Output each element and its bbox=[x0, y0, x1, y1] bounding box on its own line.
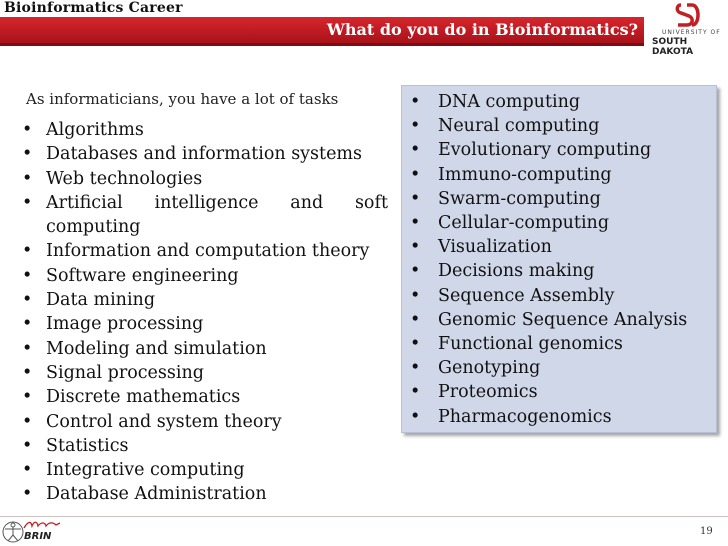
list-item bbox=[410, 211, 687, 235]
list-item bbox=[22, 410, 388, 434]
logo-university-of: UNIVERSITY OF bbox=[662, 29, 721, 36]
list-item-text: Control and system theory bbox=[46, 411, 282, 432]
bullet: • bbox=[22, 120, 33, 140]
slide-heading: What do you do in Bioinformatics? bbox=[326, 20, 638, 39]
list-item bbox=[410, 114, 687, 138]
list-item-text: Immuno-computing bbox=[438, 164, 612, 185]
vitruvian-figure-icon bbox=[2, 520, 24, 544]
list-item-text: computing bbox=[46, 217, 141, 238]
list-item-text: Information and computation theory bbox=[46, 241, 370, 262]
list-item-text: DNA computing bbox=[438, 92, 581, 112]
list-item-text: Integrative computing bbox=[46, 460, 245, 481]
list-item-text: Artificial intelligence and soft bbox=[46, 192, 388, 213]
list-item-text: Discrete mathematics bbox=[46, 387, 241, 408]
bullet: • bbox=[22, 435, 33, 456]
title-bar bbox=[0, 17, 644, 46]
usd-seal-icon bbox=[672, 1, 702, 29]
bullet: • bbox=[410, 188, 421, 209]
bullet: • bbox=[22, 362, 33, 383]
presentation-title: Bioinformatics Career bbox=[4, 0, 183, 16]
signature-mark-icon bbox=[22, 519, 62, 531]
list-item bbox=[410, 187, 687, 211]
list-item-text: Swarm-computing bbox=[438, 188, 601, 209]
usd-logo bbox=[648, 1, 726, 57]
list-item-text: Functional genomics bbox=[438, 334, 623, 355]
list-item bbox=[22, 361, 388, 385]
list-item bbox=[22, 142, 388, 166]
intro-text: As informaticians, you have a lot of tasks bbox=[26, 90, 339, 108]
bullet: • bbox=[410, 406, 421, 427]
list-item-text: Evolutionary computing bbox=[438, 140, 652, 161]
bullet: • bbox=[22, 314, 33, 335]
bullet: • bbox=[22, 144, 33, 165]
bullet: • bbox=[410, 261, 421, 282]
task-list bbox=[22, 118, 388, 507]
list-item bbox=[410, 380, 687, 404]
list-item bbox=[22, 458, 388, 482]
list-item bbox=[22, 337, 388, 361]
list-item bbox=[22, 239, 388, 263]
bullet: • bbox=[22, 387, 33, 408]
list-item-text: Genomic Sequence Analysis bbox=[438, 309, 688, 330]
list-item bbox=[22, 312, 388, 336]
list-item-text: Cellular-computing bbox=[438, 213, 610, 234]
footer-divider bbox=[0, 516, 728, 517]
list-item-text: Statistics bbox=[46, 435, 129, 456]
list-item-text: Sequence Assembly bbox=[438, 285, 615, 306]
list-item-text: Software engineering bbox=[46, 265, 239, 286]
list-item bbox=[410, 235, 687, 259]
bullet: • bbox=[410, 285, 421, 306]
bullet: • bbox=[22, 338, 33, 359]
computing-areas-list bbox=[410, 90, 687, 429]
list-item-text: Pharmacogenomics bbox=[438, 406, 612, 427]
bullet: • bbox=[22, 290, 33, 311]
bullet: • bbox=[22, 265, 33, 286]
brin-label: BRIN bbox=[24, 531, 52, 542]
list-item bbox=[410, 163, 687, 187]
list-item-text: Image processing bbox=[46, 314, 204, 335]
bullet: • bbox=[410, 358, 421, 379]
bullet: • bbox=[410, 309, 421, 330]
list-item-text: Genotyping bbox=[438, 358, 541, 379]
list-item bbox=[22, 385, 388, 409]
list-item-text: Algorithms bbox=[46, 120, 144, 140]
bullet: • bbox=[22, 411, 33, 432]
list-item-text: Visualization bbox=[438, 237, 552, 258]
bullet: • bbox=[22, 241, 33, 262]
brin-logo bbox=[2, 519, 62, 545]
list-item-text: Database Administration bbox=[46, 484, 267, 505]
bullet: • bbox=[410, 382, 421, 403]
list-item bbox=[22, 167, 388, 191]
list-item bbox=[410, 259, 687, 283]
list-item bbox=[410, 284, 687, 308]
list-item-text: Decisions making bbox=[438, 261, 595, 282]
list-item-text: Modeling and simulation bbox=[46, 338, 267, 359]
list-item-text: Databases and information systems bbox=[46, 144, 362, 165]
list-item bbox=[410, 90, 687, 114]
bullet: • bbox=[22, 192, 33, 213]
bullet: • bbox=[410, 140, 421, 161]
list-item bbox=[410, 138, 687, 162]
list-item bbox=[22, 118, 388, 142]
bullet: • bbox=[410, 237, 421, 258]
list-item bbox=[22, 264, 388, 288]
list-item-text: Web technologies bbox=[46, 168, 203, 189]
list-item bbox=[410, 308, 687, 332]
logo-south-dakota: SOUTH DAKOTA bbox=[652, 37, 694, 57]
list-item bbox=[410, 356, 687, 380]
list-item bbox=[22, 434, 388, 458]
bullet: • bbox=[22, 168, 33, 189]
list-item-text: Proteomics bbox=[438, 382, 538, 403]
list-item-text: Data mining bbox=[46, 290, 156, 311]
list-item bbox=[22, 482, 388, 506]
bullet: • bbox=[410, 164, 421, 185]
bullet: • bbox=[410, 213, 421, 234]
bullet: • bbox=[22, 460, 33, 481]
bullet: • bbox=[22, 484, 33, 505]
list-item-ai bbox=[22, 191, 388, 240]
list-item-text: Neural computing bbox=[438, 116, 600, 137]
list-item bbox=[410, 332, 687, 356]
bullet: • bbox=[410, 92, 421, 112]
list-item bbox=[410, 405, 687, 429]
bullet: • bbox=[410, 116, 421, 137]
page-number: 19 bbox=[700, 526, 713, 537]
list-item-text: Signal processing bbox=[46, 362, 204, 383]
bullet: • bbox=[410, 334, 421, 355]
list-item bbox=[22, 288, 388, 312]
